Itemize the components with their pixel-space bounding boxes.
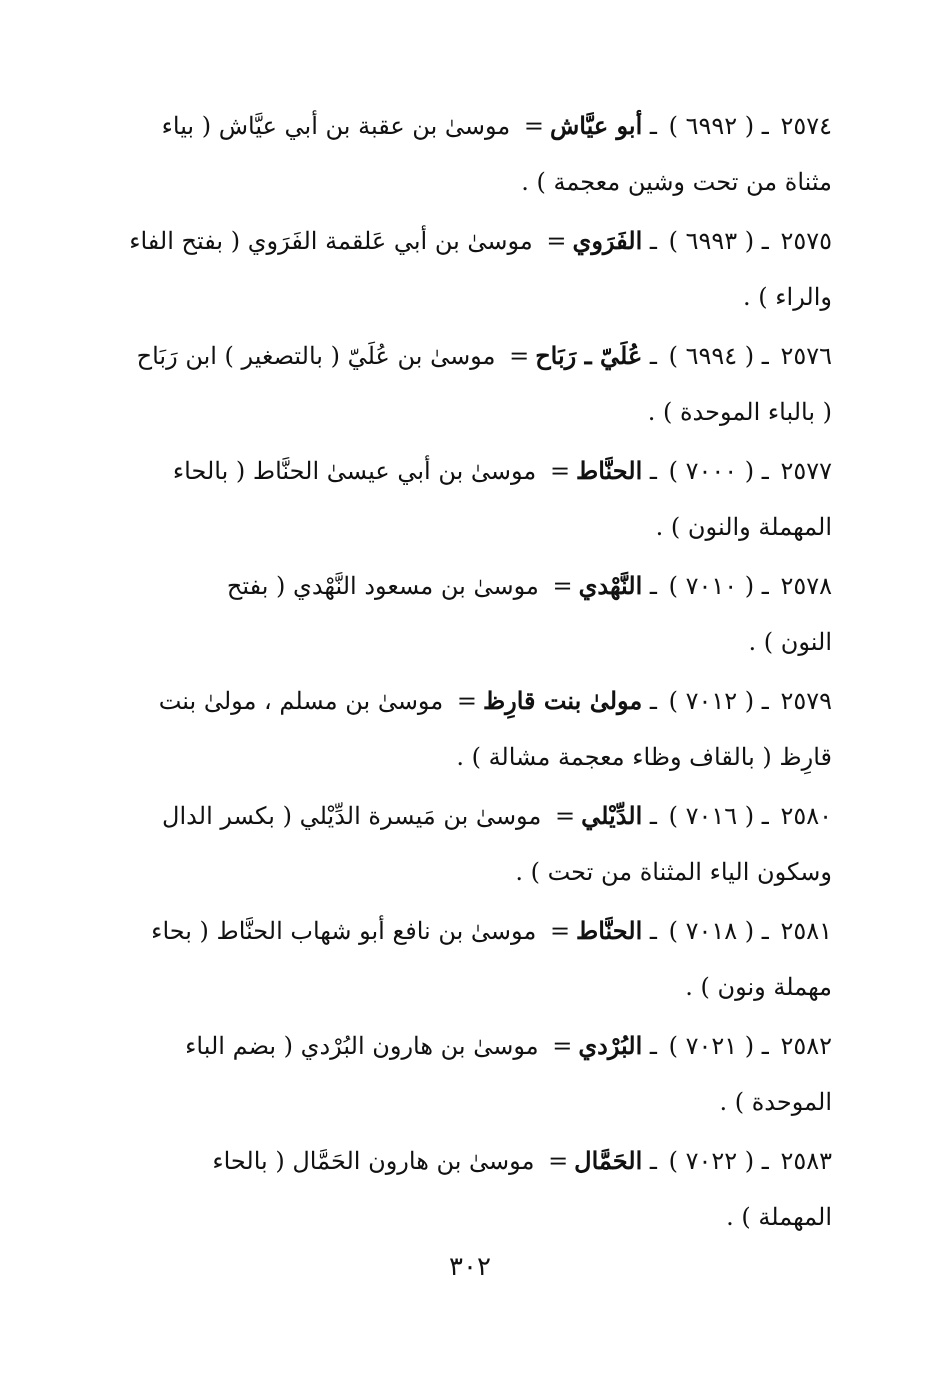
entry: ٢٥٨١ ـ ( ٧٠١٨ ) ـ الحنَّاط= موسىٰ بن نافع أبو شهاب الحنَّاط ( بحاء مهملة ونون ) . xyxy=(82,903,832,1015)
entry-continuation: والراء ) . xyxy=(742,283,832,311)
entry-body: موسىٰ بن مسلم ، مولىٰ بنت xyxy=(158,687,444,715)
entry-heading: مولىٰ بنت قارِظ xyxy=(482,686,643,715)
entry-reference: ( ٧٠٢٢ ) xyxy=(668,1147,755,1175)
entry-heading: الدِّيْلي xyxy=(581,801,643,830)
entry-body: موسىٰ بن هارون البُرْدي ( بضم الباء xyxy=(185,1032,539,1060)
entry-heading: الفَرَوي xyxy=(572,226,643,255)
entry-body: موسىٰ بن أبي عيسىٰ الحنَّاط ( بالحاء xyxy=(172,457,537,485)
entry-continuation: وسكون الياء المثناة من تحت ) . xyxy=(515,858,832,886)
entry-reference: ( ٧٠١٨ ) xyxy=(668,917,755,945)
entry-continuation: مثناة من تحت وشين معجمة ) . xyxy=(521,168,832,196)
entry-reference: ( ٧٠٠٠ ) xyxy=(668,457,755,485)
entry-reference: ( ٧٠١٦ ) xyxy=(668,802,755,830)
entry-body: موسىٰ بن مَيسرة الدِّيْلي ( بكسر الدال xyxy=(162,802,542,830)
entry-continuation: مهملة ونون ) . xyxy=(685,973,832,1001)
entry-body: موسىٰ بن هارون الحَمَّال ( بالحاء xyxy=(212,1147,535,1175)
entry: ٢٥٧٥ ـ ( ٦٩٩٣ ) ـ الفَرَوي= موسىٰ بن أبي عَلقمة الفَرَوي ( بفتح الفاء والراء ) . xyxy=(82,213,832,325)
entry-body: موسىٰ بن عقبة بن أبي عيَّاش ( بياء xyxy=(161,112,511,140)
entry-reference: ( ٦٩٩٤ ) xyxy=(668,342,755,370)
entry-body: موسىٰ بن نافع أبو شهاب الحنَّاط ( بحاء xyxy=(151,917,537,945)
entry: ٢٥٨٠ ـ ( ٧٠١٦ ) ـ الدِّيْلي= موسىٰ بن مَيسرة الدِّيْلي ( بكسر الدال وسكون الياء المثناة من تحت ) . xyxy=(82,788,832,900)
entry: ٢٥٧٧ ـ ( ٧٠٠٠ ) ـ الحنَّاط= موسىٰ بن أبي عيسىٰ الحنَّاط ( بالحاء المهملة والنون ) . xyxy=(82,443,832,555)
entry-continuation: النون ) . xyxy=(748,628,832,656)
entry: ٢٥٧٩ ـ ( ٧٠١٢ ) ـ مولىٰ بنت قارِظ= موسىٰ بن مسلم ، مولىٰ بنت قارِظ ( بالقاف وظاء معجمة مشالة ) . xyxy=(82,673,832,785)
entry: ٢٥٧٨ ـ ( ٧٠١٠ ) ـ النَّهْدي= موسىٰ بن مسعود النَّهْدي ( بفتح النون ) . xyxy=(82,558,832,670)
entry-heading: البُرْدي xyxy=(578,1031,643,1060)
entry-continuation: قارِظ ( بالقاف وظاء معجمة مشالة ) . xyxy=(456,743,832,771)
entry-number: ٢٥٧٤ xyxy=(780,112,832,140)
entry-continuation: المهملة ) . xyxy=(726,1203,832,1231)
entry-reference: ( ٧٠١٢ ) xyxy=(668,687,755,715)
entry-body: موسىٰ بن أبي عَلقمة الفَرَوي ( بفتح الفاء xyxy=(129,227,533,255)
entry-number: ٢٥٧٧ xyxy=(780,457,832,485)
entry-number: ٢٥٧٨ xyxy=(780,572,832,600)
entry-number: ٢٥٨١ xyxy=(780,917,832,945)
entry-number: ٢٥٨٣ xyxy=(780,1147,832,1175)
entry-continuation: المهملة والنون ) . xyxy=(655,513,832,541)
entry-reference: ( ٧٠١٠ ) xyxy=(668,572,755,600)
entry: ٢٥٨٢ ـ ( ٧٠٢١ ) ـ البُرْدي= موسىٰ بن هارون البُرْدي ( بضم الباء الموحدة ) . xyxy=(82,1018,832,1130)
entry: ٢٥٧٦ ـ ( ٦٩٩٤ ) ـ عُلَيّ ـ رَبَاح= موسىٰ بن عُلَيّ ( بالتصغير ) ابن رَبَاح ( بالباء الموحدة ) . xyxy=(82,328,832,440)
page-number: ٣٠٢ xyxy=(449,1252,491,1282)
entry-continuation: الموحدة ) . xyxy=(719,1088,832,1116)
entry-heading: النَّهْدي xyxy=(578,571,643,600)
entry-body: موسىٰ بن مسعود النَّهْدي ( بفتح xyxy=(226,572,539,600)
entry-heading: أبو عيَّاش xyxy=(550,111,643,140)
entry: ٢٥٨٣ ـ ( ٧٠٢٢ ) ـ الحَمَّال= موسىٰ بن هارون الحَمَّال ( بالحاء المهملة ) . xyxy=(82,1133,832,1245)
entry-heading: الحَمَّال xyxy=(574,1146,643,1175)
entry-heading: الحنَّاط xyxy=(576,456,643,485)
entry-reference: ( ٦٩٩٢ ) xyxy=(668,112,755,140)
entry-reference: ( ٧٠٢١ ) xyxy=(668,1032,755,1060)
entry-number: ٢٥٧٦ xyxy=(780,342,832,370)
entry-body: موسىٰ بن عُلَيّ ( بالتصغير ) ابن رَبَاح xyxy=(136,342,496,370)
entry: ٢٥٧٤ ـ ( ٦٩٩٢ ) ـ أبو عيَّاش= موسىٰ بن عقبة بن أبي عيَّاش ( بياء مثناة من تحت وشين معجمة ) . xyxy=(82,98,832,210)
entry-number: ٢٥٨٢ xyxy=(780,1032,832,1060)
entry-list xyxy=(82,98,832,1245)
entry-number: ٢٥٨٠ xyxy=(780,802,832,830)
entry-heading: عُلَيّ ـ رَبَاح xyxy=(535,341,643,370)
entry-reference: ( ٦٩٩٣ ) xyxy=(668,227,755,255)
entry-continuation: ( بالباء الموحدة ) . xyxy=(647,398,832,426)
entry-heading: الحنَّاط xyxy=(576,916,643,945)
entry-number: ٢٥٧٩ xyxy=(780,687,832,715)
entry-number: ٢٥٧٥ xyxy=(780,227,832,255)
